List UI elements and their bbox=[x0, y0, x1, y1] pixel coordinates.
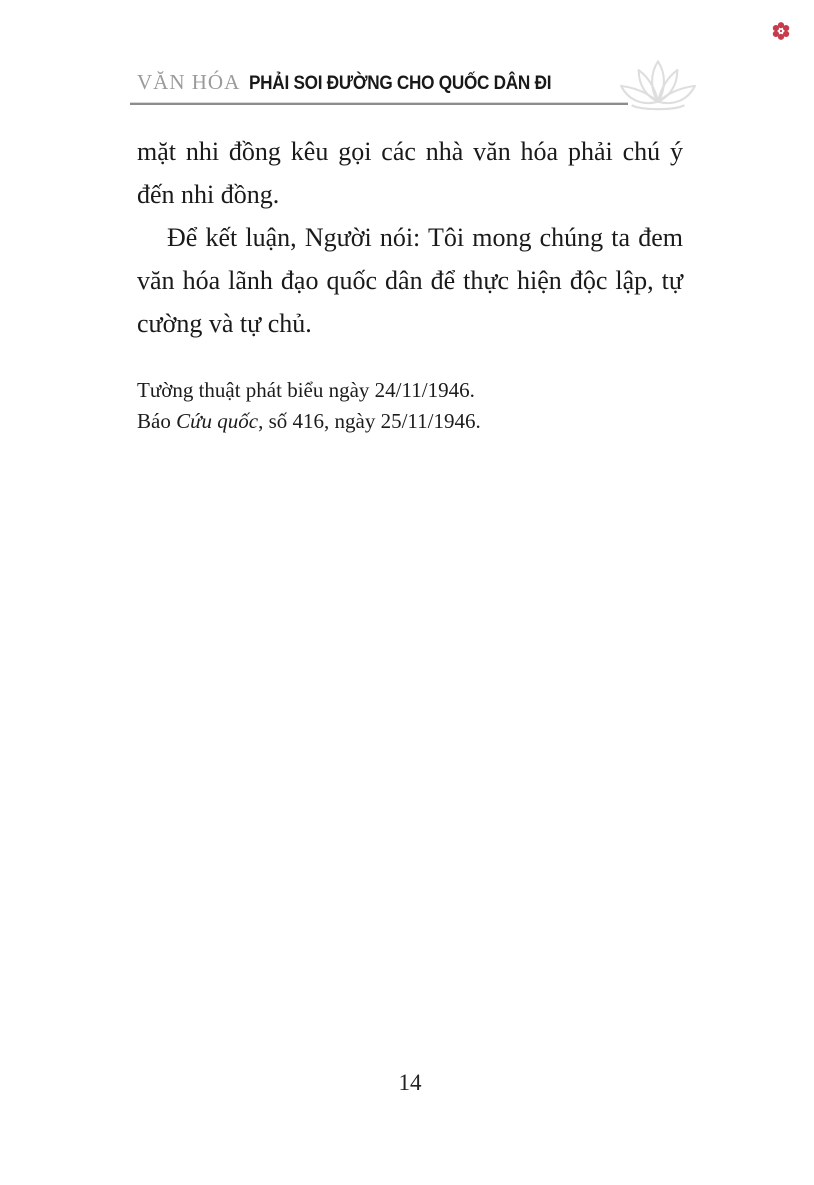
header-rule bbox=[130, 102, 628, 105]
lotus-icon bbox=[614, 56, 702, 114]
citation-source-title: Cứu quốc bbox=[176, 409, 259, 433]
paragraph-conclusion: Để kết luận, Người nói: Tôi mong chúng ta đem văn hóa lãnh đạo quốc dân để thực hiện độc lập, tự cường và tự chủ. bbox=[137, 223, 683, 338]
flower-ornament-icon bbox=[771, 21, 791, 41]
paragraph-continuation: mặt nhi đồng kêu gọi các nhà văn hóa phải chú ý đến nhi đồng. bbox=[137, 137, 683, 209]
citation-block bbox=[137, 375, 683, 437]
citation-line-2 bbox=[137, 406, 683, 437]
page-number: 14 bbox=[398, 1070, 422, 1095]
book-title-text: VĂN HÓA bbox=[137, 70, 241, 94]
citation-source-prefix: Báo bbox=[137, 409, 177, 433]
page-body bbox=[137, 130, 683, 437]
citation-line-1: Tường thuật phát biểu ngày 24/11/1946. bbox=[137, 378, 475, 402]
running-header bbox=[137, 70, 637, 95]
citation-source-suffix: , số 416, ngày 25/11/1946. bbox=[258, 409, 481, 433]
chapter-title-text: PHẢI SOI ĐƯỜNG CHO QUỐC DÂN ĐI bbox=[249, 72, 552, 94]
